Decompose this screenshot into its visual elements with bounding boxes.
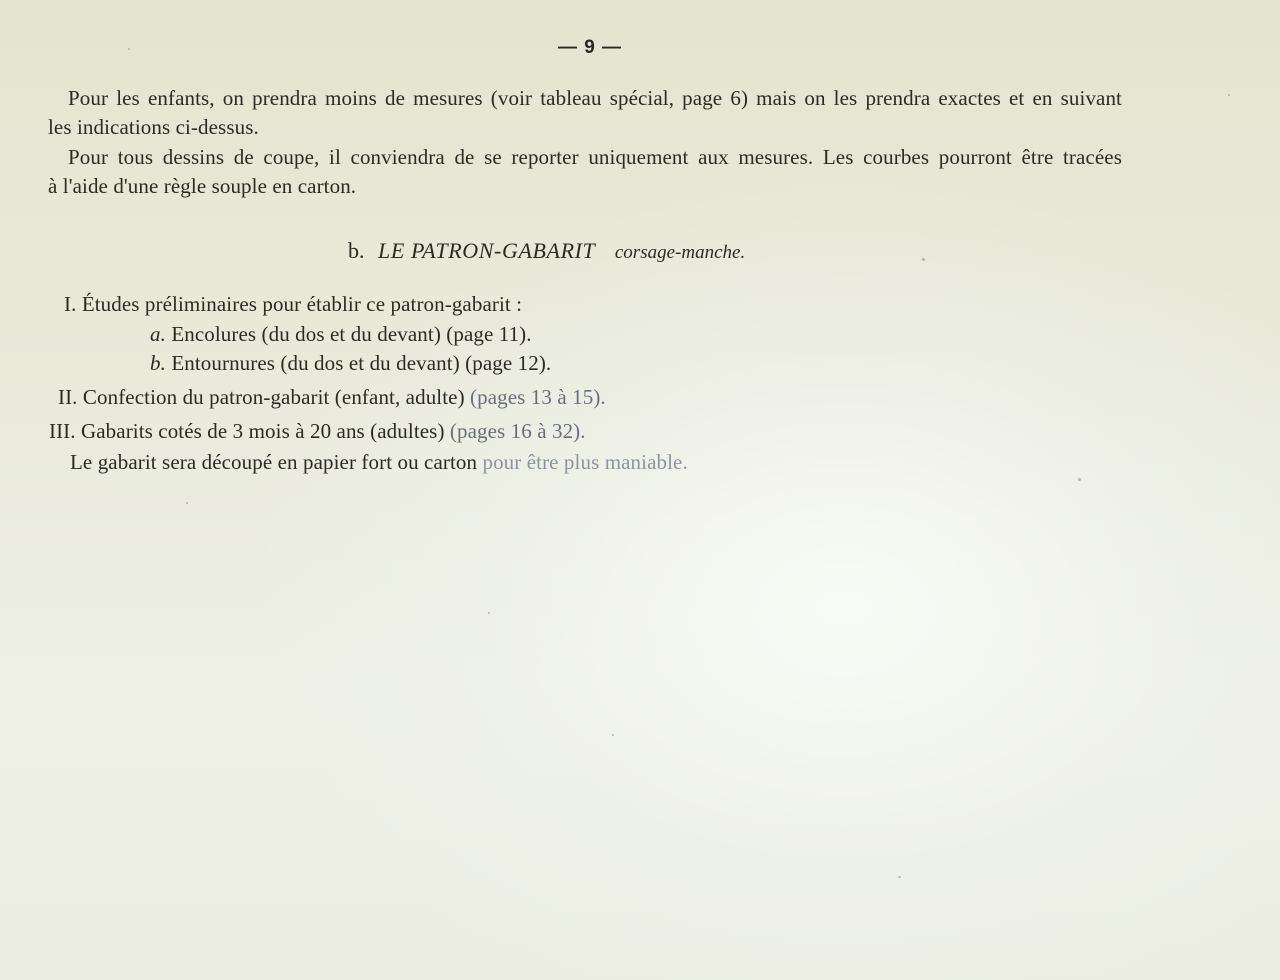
outline-sub-text: Entournures (du dos et du devant) (page 12). (171, 351, 552, 375)
outline-numeral: II. (58, 385, 78, 409)
outline-numeral: III. (49, 419, 76, 443)
closing-text: Le gabarit sera découpé en papier fort ou carton (70, 450, 478, 474)
outline-item-3 (49, 419, 586, 444)
outline-item-text: Gabarits cotés de 3 mois à 20 ans (adultes) (81, 419, 445, 443)
section-title: LE PATRON-GABARIT (378, 238, 596, 263)
outline-item-text: Confection du patron-gabarit (enfant, adulte) (82, 385, 465, 409)
outline-item-text: Études préliminaires pour établir ce patron-gabarit : (81, 292, 523, 316)
section-subtitle: corsage-manche. (614, 242, 746, 263)
paper-speck (1228, 94, 1230, 96)
outline-sub-letter: a. (150, 322, 166, 346)
paper-speck (1078, 478, 1081, 481)
outline-numeral: I. (64, 292, 77, 316)
section-heading (348, 238, 745, 264)
outline-sub-item-b (150, 351, 551, 376)
outline-sub-text: Encolures (du dos et du devant) (page 11). (171, 322, 532, 346)
paper-speck (186, 502, 188, 504)
paragraph-2-line-1: Pour tous dessins de coupe, il conviendra de se reporter uniquement aux mesures. Les courbes pourront être tracées (68, 145, 1122, 169)
closing-sentence (70, 450, 688, 475)
page-number: — 9 — (557, 37, 623, 58)
paper-speck (612, 734, 614, 736)
outline-sub-item-a (150, 322, 532, 347)
paper-speck (898, 876, 901, 878)
paper-speck (922, 258, 925, 261)
outline-item-page-ref: (pages 16 à 32). (449, 419, 586, 443)
paragraph-2-line-2: à l'aide d'une règle souple en carton. (48, 174, 357, 198)
outline-item-1 (64, 292, 522, 317)
outline-item-page-ref: (pages 13 à 15). (470, 385, 606, 409)
section-letter: b. (348, 238, 365, 263)
outline-item-2 (58, 385, 606, 410)
closing-text-faded: pour être plus maniable. (482, 450, 688, 474)
paragraph-1-line-1: Pour les enfants, on prendra moins de mesures (voir tableau spécial, page 6) mais on les prendra exactes et en suivant (68, 86, 1122, 110)
paper-speck (488, 612, 490, 614)
outline-sub-letter: b. (150, 351, 166, 375)
paragraph-1-line-2: les indications ci-dessus. (48, 115, 259, 139)
